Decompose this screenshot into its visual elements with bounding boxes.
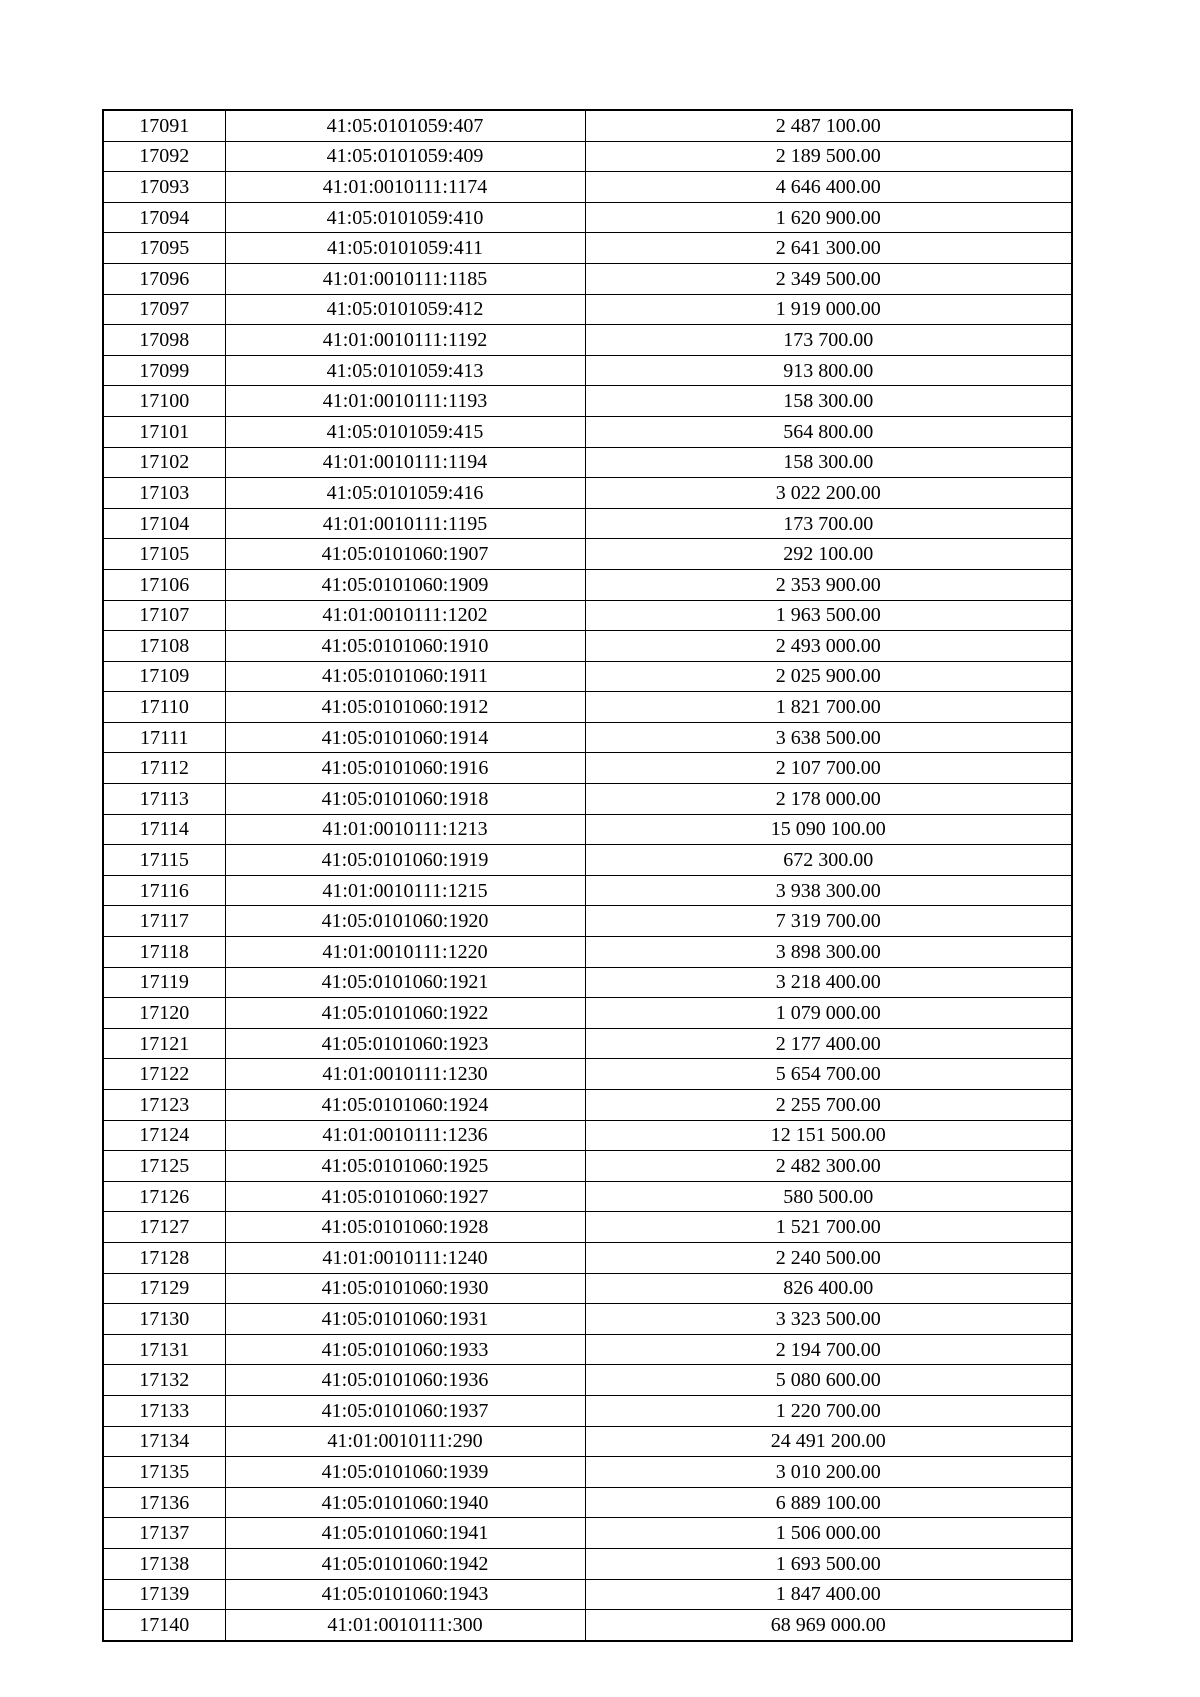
cadastral-value-cell: 4 646 400.00 [585, 172, 1072, 203]
cadastral-value-cell: 7 319 700.00 [585, 906, 1072, 937]
cadastral-number-cell: 41:05:0101060:1933 [225, 1334, 585, 1365]
row-number-cell: 17091 [103, 110, 225, 141]
cadastral-value-cell: 2 493 000.00 [585, 631, 1072, 662]
row-number-cell: 17136 [103, 1487, 225, 1518]
cadastral-number-cell: 41:05:0101060:1927 [225, 1181, 585, 1212]
row-number-cell: 17113 [103, 784, 225, 815]
row-number-cell: 17139 [103, 1579, 225, 1610]
row-number-cell: 17128 [103, 1242, 225, 1273]
cadastral-value-cell: 2 641 300.00 [585, 233, 1072, 264]
cadastral-number-cell: 41:01:0010111:1193 [225, 386, 585, 417]
row-number-cell: 17093 [103, 172, 225, 203]
cadastral-value-cell: 2 487 100.00 [585, 110, 1072, 141]
cadastral-number-cell: 41:01:0010111:1174 [225, 172, 585, 203]
table-row [103, 1426, 1072, 1457]
table-row [103, 1090, 1072, 1121]
row-number-cell: 17095 [103, 233, 225, 264]
cadastral-value-cell: 15 090 100.00 [585, 814, 1072, 845]
cadastral-value-cell: 173 700.00 [585, 508, 1072, 539]
cadastral-value-cell: 173 700.00 [585, 325, 1072, 356]
table-row [103, 386, 1072, 417]
row-number-cell: 17094 [103, 202, 225, 233]
cadastral-number-cell: 41:05:0101060:1939 [225, 1457, 585, 1488]
cadastral-value-cell: 2 349 500.00 [585, 263, 1072, 294]
table-row [103, 1395, 1072, 1426]
cadastral-value-cell: 2 025 900.00 [585, 661, 1072, 692]
row-number-cell: 17110 [103, 692, 225, 723]
cadastral-number-cell: 41:01:0010111:1195 [225, 508, 585, 539]
cadastral-number-cell: 41:05:0101059:407 [225, 110, 585, 141]
cadastral-value-cell: 2 178 000.00 [585, 784, 1072, 815]
cadastral-number-cell: 41:05:0101060:1924 [225, 1090, 585, 1121]
row-number-cell: 17112 [103, 753, 225, 784]
table-row [103, 1487, 1072, 1518]
row-number-cell: 17140 [103, 1610, 225, 1641]
cadastral-value-cell: 1 521 700.00 [585, 1212, 1072, 1243]
cadastral-number-cell: 41:05:0101059:413 [225, 355, 585, 386]
cadastral-value-cell: 1 220 700.00 [585, 1395, 1072, 1426]
row-number-cell: 17121 [103, 1028, 225, 1059]
table-row [103, 1334, 1072, 1365]
cadastral-value-cell: 2 482 300.00 [585, 1151, 1072, 1182]
cadastral-number-cell: 41:05:0101060:1911 [225, 661, 585, 692]
cadastral-number-cell: 41:05:0101060:1923 [225, 1028, 585, 1059]
cadastral-number-cell: 41:05:0101060:1907 [225, 539, 585, 570]
cadastral-value-cell: 2 194 700.00 [585, 1334, 1072, 1365]
row-number-cell: 17127 [103, 1212, 225, 1243]
row-number-cell: 17098 [103, 325, 225, 356]
table-row [103, 569, 1072, 600]
table-row [103, 661, 1072, 692]
table-row [103, 508, 1072, 539]
cadastral-number-cell: 41:05:0101060:1909 [225, 569, 585, 600]
row-number-cell: 17099 [103, 355, 225, 386]
row-number-cell: 17133 [103, 1395, 225, 1426]
cadastral-value-cell: 3 323 500.00 [585, 1304, 1072, 1335]
table-row [103, 1579, 1072, 1610]
cadastral-number-cell: 41:05:0101060:1916 [225, 753, 585, 784]
cadastral-number-cell: 41:01:0010111:290 [225, 1426, 585, 1457]
cadastral-number-cell: 41:05:0101059:409 [225, 141, 585, 172]
table-row [103, 1457, 1072, 1488]
row-number-cell: 17120 [103, 998, 225, 1029]
table-row [103, 845, 1072, 876]
table-row [103, 172, 1072, 203]
table-row [103, 600, 1072, 631]
cadastral-value-cell: 826 400.00 [585, 1273, 1072, 1304]
cadastral-value-cell: 292 100.00 [585, 539, 1072, 570]
row-number-cell: 17131 [103, 1334, 225, 1365]
cadastral-value-cell: 3 938 300.00 [585, 875, 1072, 906]
table-row [103, 202, 1072, 233]
table-row [103, 263, 1072, 294]
cadastral-value-cell: 1 506 000.00 [585, 1518, 1072, 1549]
row-number-cell: 17135 [103, 1457, 225, 1488]
table-row [103, 233, 1072, 264]
cadastral-value-cell: 5 080 600.00 [585, 1365, 1072, 1396]
row-number-cell: 17123 [103, 1090, 225, 1121]
cadastral-number-cell: 41:05:0101060:1918 [225, 784, 585, 815]
table-row [103, 1028, 1072, 1059]
table-row [103, 1151, 1072, 1182]
row-number-cell: 17119 [103, 967, 225, 998]
table-row [103, 416, 1072, 447]
table-row [103, 1610, 1072, 1641]
cadastral-value-cell: 6 889 100.00 [585, 1487, 1072, 1518]
cadastral-value-cell: 158 300.00 [585, 386, 1072, 417]
cadastral-value-cell: 3 010 200.00 [585, 1457, 1072, 1488]
table-row [103, 784, 1072, 815]
cadastral-number-cell: 41:01:0010111:1213 [225, 814, 585, 845]
cadastral-number-cell: 41:01:0010111:300 [225, 1610, 585, 1641]
cadastral-value-cell: 2 189 500.00 [585, 141, 1072, 172]
row-number-cell: 17107 [103, 600, 225, 631]
table-row [103, 1273, 1072, 1304]
cadastral-number-cell: 41:05:0101060:1943 [225, 1579, 585, 1610]
table-row [103, 875, 1072, 906]
cadastral-number-cell: 41:05:0101060:1912 [225, 692, 585, 723]
row-number-cell: 17111 [103, 722, 225, 753]
row-number-cell: 17125 [103, 1151, 225, 1182]
cadastral-value-cell: 580 500.00 [585, 1181, 1072, 1212]
table-row [103, 355, 1072, 386]
row-number-cell: 17130 [103, 1304, 225, 1335]
row-number-cell: 17101 [103, 416, 225, 447]
row-number-cell: 17102 [103, 447, 225, 478]
cadastral-number-cell: 41:05:0101059:412 [225, 294, 585, 325]
row-number-cell: 17108 [103, 631, 225, 662]
cadastral-number-cell: 41:05:0101059:411 [225, 233, 585, 264]
table-row [103, 1242, 1072, 1273]
row-number-cell: 17097 [103, 294, 225, 325]
row-number-cell: 17132 [103, 1365, 225, 1396]
cadastral-number-cell: 41:01:0010111:1185 [225, 263, 585, 294]
cadastral-number-cell: 41:05:0101060:1925 [225, 1151, 585, 1182]
cadastral-value-cell: 3 022 200.00 [585, 478, 1072, 509]
cadastral-number-cell: 41:05:0101060:1914 [225, 722, 585, 753]
cadastral-number-cell: 41:01:0010111:1236 [225, 1120, 585, 1151]
row-number-cell: 17129 [103, 1273, 225, 1304]
row-number-cell: 17100 [103, 386, 225, 417]
table-row [103, 814, 1072, 845]
cadastral-number-cell: 41:05:0101060:1919 [225, 845, 585, 876]
cadastral-value-cell: 158 300.00 [585, 447, 1072, 478]
cadastral-number-cell: 41:01:0010111:1240 [225, 1242, 585, 1273]
row-number-cell: 17137 [103, 1518, 225, 1549]
table-row [103, 1518, 1072, 1549]
cadastral-number-cell: 41:01:0010111:1230 [225, 1059, 585, 1090]
table-row [103, 692, 1072, 723]
cadastral-number-cell: 41:05:0101060:1920 [225, 906, 585, 937]
row-number-cell: 17096 [103, 263, 225, 294]
cadastral-value-table [102, 109, 1073, 1642]
table-row [103, 1365, 1072, 1396]
row-number-cell: 17109 [103, 661, 225, 692]
table-row [103, 906, 1072, 937]
cadastral-number-cell: 41:05:0101060:1942 [225, 1548, 585, 1579]
cadastral-value-cell: 913 800.00 [585, 355, 1072, 386]
table-row [103, 631, 1072, 662]
cadastral-value-cell: 2 255 700.00 [585, 1090, 1072, 1121]
row-number-cell: 17134 [103, 1426, 225, 1457]
row-number-cell: 17122 [103, 1059, 225, 1090]
row-number-cell: 17117 [103, 906, 225, 937]
cadastral-value-cell: 1 847 400.00 [585, 1579, 1072, 1610]
cadastral-number-cell: 41:01:0010111:1202 [225, 600, 585, 631]
table-row [103, 1212, 1072, 1243]
table-row [103, 539, 1072, 570]
cadastral-number-cell: 41:05:0101060:1930 [225, 1273, 585, 1304]
row-number-cell: 17126 [103, 1181, 225, 1212]
cadastral-value-cell: 1 693 500.00 [585, 1548, 1072, 1579]
table-row [103, 1181, 1072, 1212]
cadastral-value-cell: 1 919 000.00 [585, 294, 1072, 325]
cadastral-value-cell: 2 353 900.00 [585, 569, 1072, 600]
cadastral-number-cell: 41:05:0101060:1931 [225, 1304, 585, 1335]
row-number-cell: 17105 [103, 539, 225, 570]
cadastral-number-cell: 41:05:0101060:1910 [225, 631, 585, 662]
row-number-cell: 17092 [103, 141, 225, 172]
row-number-cell: 17116 [103, 875, 225, 906]
cadastral-number-cell: 41:01:0010111:1192 [225, 325, 585, 356]
row-number-cell: 17104 [103, 508, 225, 539]
table-row [103, 722, 1072, 753]
cadastral-number-cell: 41:05:0101059:416 [225, 478, 585, 509]
table-row [103, 447, 1072, 478]
row-number-cell: 17118 [103, 937, 225, 968]
cadastral-value-cell: 2 177 400.00 [585, 1028, 1072, 1059]
cadastral-number-cell: 41:05:0101060:1922 [225, 998, 585, 1029]
cadastral-value-cell: 68 969 000.00 [585, 1610, 1072, 1641]
table-row [103, 325, 1072, 356]
cadastral-value-cell: 2 240 500.00 [585, 1242, 1072, 1273]
cadastral-number-cell: 41:05:0101060:1940 [225, 1487, 585, 1518]
table-body [103, 110, 1072, 1641]
cadastral-number-cell: 41:01:0010111:1215 [225, 875, 585, 906]
cadastral-value-cell: 3 638 500.00 [585, 722, 1072, 753]
row-number-cell: 17138 [103, 1548, 225, 1579]
row-number-cell: 17103 [103, 478, 225, 509]
table-row [103, 478, 1072, 509]
cadastral-number-cell: 41:05:0101060:1921 [225, 967, 585, 998]
table-row [103, 937, 1072, 968]
cadastral-value-cell: 12 151 500.00 [585, 1120, 1072, 1151]
cadastral-value-cell: 672 300.00 [585, 845, 1072, 876]
cadastral-value-cell: 5 654 700.00 [585, 1059, 1072, 1090]
cadastral-number-cell: 41:05:0101060:1936 [225, 1365, 585, 1396]
cadastral-value-cell: 1 821 700.00 [585, 692, 1072, 723]
cadastral-number-cell: 41:01:0010111:1220 [225, 937, 585, 968]
row-number-cell: 17114 [103, 814, 225, 845]
cadastral-value-cell: 2 107 700.00 [585, 753, 1072, 784]
row-number-cell: 17124 [103, 1120, 225, 1151]
cadastral-value-cell: 1 963 500.00 [585, 600, 1072, 631]
table-row [103, 294, 1072, 325]
cadastral-value-cell: 3 898 300.00 [585, 937, 1072, 968]
table-row [103, 1304, 1072, 1335]
row-number-cell: 17115 [103, 845, 225, 876]
cadastral-number-cell: 41:05:0101060:1928 [225, 1212, 585, 1243]
cadastral-number-cell: 41:05:0101059:415 [225, 416, 585, 447]
cadastral-value-cell: 1 620 900.00 [585, 202, 1072, 233]
table-row [103, 110, 1072, 141]
cadastral-value-cell: 24 491 200.00 [585, 1426, 1072, 1457]
cadastral-value-cell: 3 218 400.00 [585, 967, 1072, 998]
table-row [103, 967, 1072, 998]
cadastral-number-cell: 41:05:0101060:1941 [225, 1518, 585, 1549]
table-row [103, 1059, 1072, 1090]
cadastral-number-cell: 41:05:0101060:1937 [225, 1395, 585, 1426]
cadastral-value-cell: 564 800.00 [585, 416, 1072, 447]
cadastral-value-cell: 1 079 000.00 [585, 998, 1072, 1029]
table-row [103, 753, 1072, 784]
table-row [103, 1120, 1072, 1151]
table-row [103, 1548, 1072, 1579]
cadastral-number-cell: 41:01:0010111:1194 [225, 447, 585, 478]
row-number-cell: 17106 [103, 569, 225, 600]
table-row [103, 998, 1072, 1029]
cadastral-number-cell: 41:05:0101059:410 [225, 202, 585, 233]
table-row [103, 141, 1072, 172]
